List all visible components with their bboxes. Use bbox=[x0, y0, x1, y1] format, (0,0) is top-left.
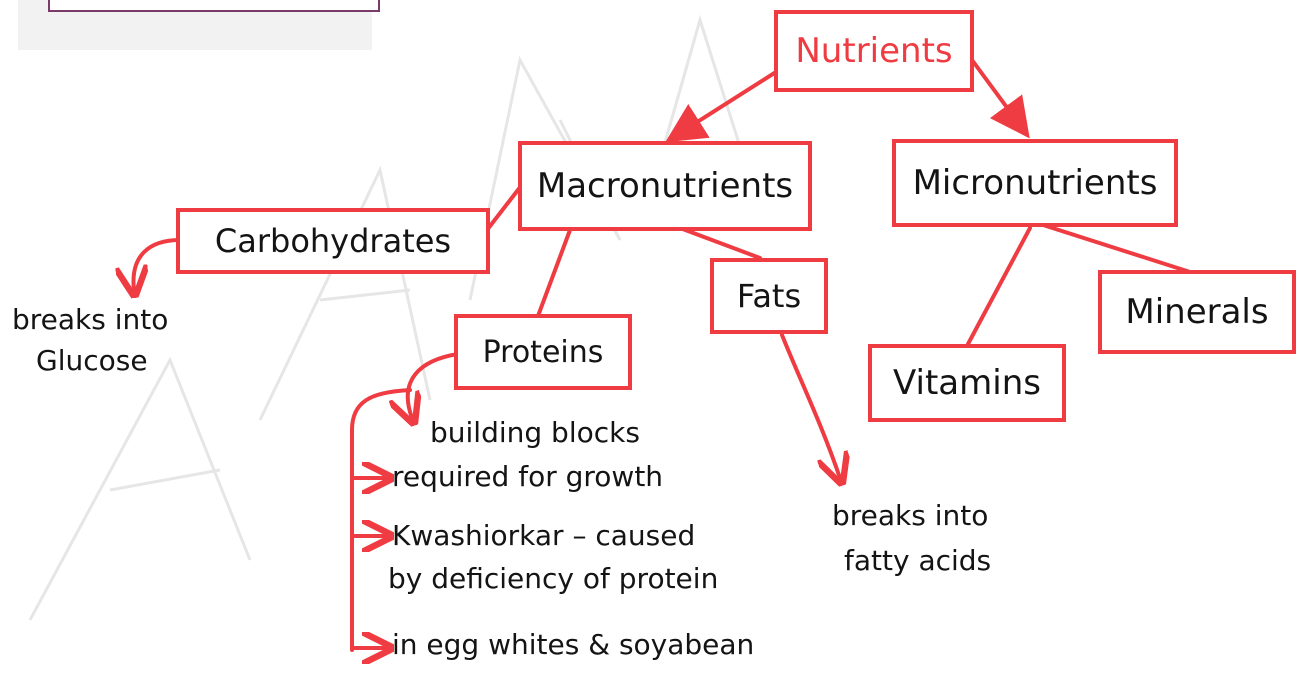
note-carbohydrates-line-2: Glucose bbox=[36, 343, 148, 377]
link-macronutrients-to-fats bbox=[680, 228, 760, 258]
link-micronutrients-to-minerals bbox=[1040, 224, 1190, 272]
node-minerals: Minerals bbox=[1098, 270, 1296, 354]
note-protein-growth-text: required for growth bbox=[392, 460, 664, 493]
note-protein-kwashiorkor-line-1: Kwashiorkar – caused bbox=[392, 519, 696, 552]
node-nutrients: Nutrients bbox=[774, 10, 974, 92]
note-protein-kwashiorkor-line-2: by deficiency of protein bbox=[388, 562, 719, 596]
link-macronutrients-to-carbohydrates bbox=[487, 186, 521, 230]
note-protein-growth bbox=[392, 460, 663, 494]
note-fats-line-1: breaks into bbox=[832, 499, 989, 532]
note-fats-line-2: fatty acids bbox=[844, 543, 992, 577]
note-protein-building-blocks-text: building blocks bbox=[430, 416, 640, 449]
node-carbohydrates: Carbohydrates bbox=[176, 208, 490, 274]
node-proteins: Proteins bbox=[454, 314, 632, 390]
arrow-carbohydrates-note bbox=[133, 240, 180, 290]
note-protein-sources-text: in egg whites & soyabean bbox=[392, 628, 755, 661]
node-micronutrients: Micronutrients bbox=[892, 139, 1178, 227]
node-macronutrients: Macronutrients bbox=[518, 141, 812, 231]
arrow-fats-to-note bbox=[782, 335, 840, 478]
link-macronutrients-to-proteins bbox=[538, 230, 570, 316]
arrow-nutrients-to-micronutrients bbox=[972, 60, 1025, 132]
note-carbohydrates-line-1: breaks into bbox=[12, 303, 169, 336]
note-protein-kwashiorkor bbox=[388, 514, 719, 601]
node-fats: Fats bbox=[710, 258, 828, 334]
note-protein-building-blocks bbox=[430, 416, 640, 450]
node-vitamins: Vitamins bbox=[868, 344, 1066, 422]
arrow-nutrients-to-macronutrients bbox=[672, 72, 776, 138]
note-carbohydrates bbox=[12, 300, 168, 381]
note-fats bbox=[832, 494, 991, 584]
arrow-proteins-building-blocks bbox=[408, 354, 458, 418]
link-micronutrients-to-vitamins bbox=[968, 228, 1030, 344]
note-protein-sources bbox=[392, 628, 754, 662]
